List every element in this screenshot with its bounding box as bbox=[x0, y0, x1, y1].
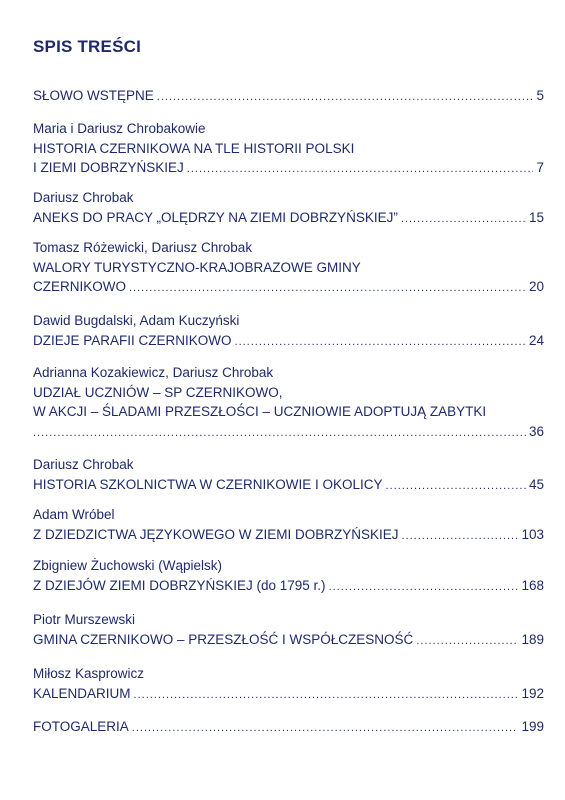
toc-entry-author: Piotr Murszewski bbox=[33, 612, 136, 627]
toc-entry-last-line bbox=[33, 331, 544, 353]
toc-entry-last-line bbox=[33, 684, 544, 706]
toc-entry-fotogaleria bbox=[33, 717, 544, 739]
toc-entry-walory bbox=[33, 238, 544, 299]
toc-entry-last-line bbox=[33, 576, 544, 598]
toc-entry-title: FOTOGALERIA bbox=[33, 719, 129, 734]
toc-entry-page: 15 bbox=[528, 209, 544, 225]
page-title: SPIS TREŚCI bbox=[33, 37, 142, 56]
toc-entry-title: ANEKS DO PRACY „OLĘDRZY NA ZIEMI DOBRZYŃSKIEJ” bbox=[33, 209, 398, 225]
toc-entry-last-line bbox=[33, 277, 544, 299]
dot-leader bbox=[187, 160, 534, 180]
toc-entry-last-line bbox=[33, 717, 544, 739]
toc-entry-author: Zbigniew Żuchowski (Wąpielsk) bbox=[33, 558, 223, 573]
toc-entry-title-line: W AKCJI – ŚLADAMI PRZESZŁOŚCI – UCZNIOWIE ADOPTUJĄ ZABYTKI bbox=[33, 404, 487, 419]
dot-leader bbox=[132, 719, 519, 739]
dot-leader bbox=[129, 279, 526, 299]
toc-entry-aneks bbox=[33, 188, 544, 229]
toc-entry-last-line bbox=[33, 475, 544, 497]
toc-entry-page: 103 bbox=[521, 526, 544, 542]
toc-entry-author: Dariusz Chrobak bbox=[33, 190, 134, 205]
toc-entry-udzial-uczniow bbox=[33, 363, 544, 443]
toc-entry-page: 189 bbox=[521, 631, 544, 647]
toc-entry-dzieje-parafii bbox=[33, 311, 544, 352]
toc-entry-author: Adrianna Kozakiewicz, Dariusz Chrobak bbox=[33, 365, 274, 380]
toc-entry-page: 7 bbox=[536, 160, 544, 175]
dot-leader bbox=[416, 632, 518, 652]
toc-entry-z-dziejow bbox=[33, 556, 544, 597]
toc-entry-last-line bbox=[33, 630, 544, 652]
dot-leader bbox=[329, 578, 519, 598]
toc-entry-author: Adam Wróbel bbox=[33, 507, 115, 522]
toc-entry-title: Z DZIEJÓW ZIEMI DOBRZYŃSKIEJ (do 1795 r.) bbox=[33, 577, 326, 593]
toc-entry-page: 24 bbox=[528, 332, 544, 348]
dot-leader bbox=[235, 333, 526, 353]
toc-entry-page: 199 bbox=[521, 719, 544, 734]
toc-entry-page: 20 bbox=[528, 279, 544, 294]
dot-leader bbox=[401, 210, 526, 230]
toc-entry-last-line bbox=[33, 525, 544, 547]
toc-entry-kalendarium bbox=[33, 664, 544, 705]
dot-leader bbox=[134, 686, 519, 706]
toc-entry-author: Maria i Dariusz Chrobakowie bbox=[33, 121, 206, 136]
toc-entry-historia-czernikowa bbox=[33, 119, 544, 180]
toc-entry-author: Miłosz Kasprowicz bbox=[33, 666, 145, 681]
toc-entry-title: I ZIEMI DOBRZYŃSKIEJ bbox=[33, 160, 184, 175]
toc-entry-page: 45 bbox=[528, 476, 544, 492]
toc-entry-title: KALENDARIUM bbox=[33, 685, 131, 701]
toc-entry-historia-szkolnictwa bbox=[33, 455, 544, 496]
toc-entry-title-line: HISTORIA CZERNIKOWA NA TLE HISTORII POLSKI bbox=[33, 140, 355, 156]
toc-entry-page: 36 bbox=[528, 423, 544, 439]
toc-entry-page: 192 bbox=[521, 685, 544, 701]
toc-entry-last-line bbox=[33, 158, 544, 180]
dot-leader bbox=[402, 527, 519, 547]
dot-leader bbox=[157, 88, 534, 108]
toc-entry-title: DZIEJE PARAFII CZERNIKOWO bbox=[33, 332, 232, 348]
toc-entry-author: Dariusz Chrobak bbox=[33, 457, 134, 472]
toc-entry-title: GMINA CZERNIKOWO – PRZESZŁOŚĆ I WSPÓŁCZESNOŚĆ bbox=[33, 631, 414, 647]
toc-entry-z-dziedzictwa bbox=[33, 505, 544, 546]
toc-entry-author: Tomasz Różewicki, Dariusz Chrobak bbox=[33, 240, 253, 255]
toc-entry-author: Dawid Bugdalski, Adam Kuczyński bbox=[33, 313, 240, 328]
toc-entry-title: CZERNIKOWO bbox=[33, 279, 126, 294]
toc-entry-slowo-wstepne bbox=[33, 86, 544, 108]
toc-entry-last-line bbox=[33, 208, 544, 230]
toc-entry-gmina-czernikowo bbox=[33, 610, 544, 651]
toc-entry-page: 168 bbox=[521, 577, 544, 593]
dot-leader bbox=[386, 477, 526, 497]
toc-entry-last-line bbox=[33, 86, 544, 108]
toc-entry-title: Z DZIEDZICTWA JĘZYKOWEGO W ZIEMI DOBRZYŃSKIEJ bbox=[33, 526, 399, 542]
toc-entry-title: SŁOWO WSTĘPNE bbox=[33, 88, 154, 103]
dot-leader bbox=[33, 424, 526, 444]
toc-entry-title-line: UDZIAŁ UCZNIÓW – SP CZERNIKOWO, bbox=[33, 384, 283, 400]
toc-entry-title-line: WALORY TURYSTYCZNO-KRAJOBRAZOWE GMINY bbox=[33, 259, 361, 275]
toc-entry-last-line bbox=[33, 422, 544, 444]
toc-entry-page: 5 bbox=[536, 88, 544, 103]
toc-entry-title: HISTORIA SZKOLNICTWA W CZERNIKOWIE I OKOLICY bbox=[33, 476, 383, 492]
